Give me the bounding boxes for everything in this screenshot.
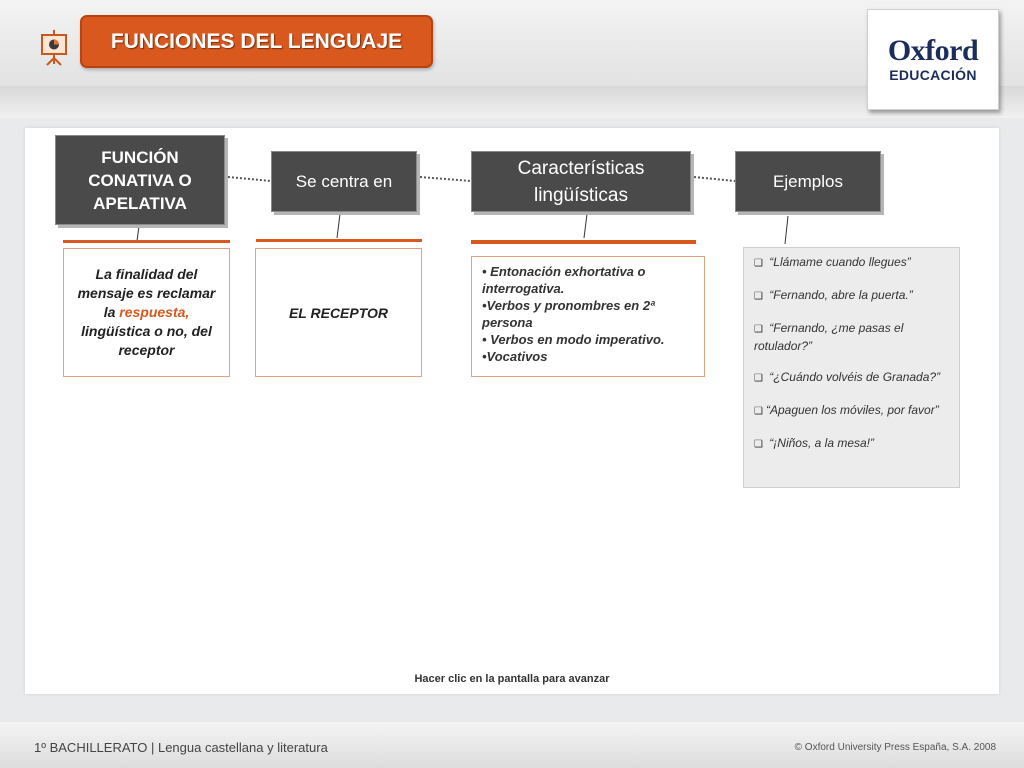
header-label: Características lingüísticas (517, 157, 645, 206)
page-title: FUNCIONES DEL LENGUAJE (110, 29, 403, 53)
checkbox-icon: ❑ (754, 406, 763, 417)
divider-line (63, 240, 230, 243)
finalidad-text: La finalidad del mensaje es reclamar la (77, 266, 216, 320)
ejemplo-item (754, 287, 949, 305)
divider-line (256, 239, 422, 242)
caracteristica-item: • Entonación exhortativa o interrogativa. (482, 264, 646, 296)
receptor-text: EL RECEPTOR (288, 304, 389, 321)
caracteristica-item: • Verbos en modo imperativo. (482, 332, 665, 347)
ejemplo-text: “Fernando, abre la puerta.” (765, 288, 913, 302)
receptor-box (255, 248, 422, 377)
ejemplo-text: “Fernando, ¿me pasas el rotulador?” (754, 321, 904, 353)
ejemplo-text: “Llámame cuando llegues” (765, 255, 911, 269)
header-funcion-conativa (55, 135, 225, 225)
caracteristicas-box (471, 256, 705, 377)
ejemplo-text: “¡Niños, a la mesa!” (765, 436, 874, 450)
checkbox-icon: ❑ (754, 258, 763, 269)
header-caracteristicas (471, 151, 691, 212)
ejemplo-text: “Apaguen los móviles, por favor” (765, 403, 939, 417)
course-label: 1º BACHILLERATO | Lengua castellana y literatura (34, 740, 328, 755)
ejemplo-item (754, 254, 949, 272)
checkbox-icon: ❑ (754, 291, 763, 302)
finalidad-box (63, 248, 230, 377)
checkbox-icon: ❑ (754, 439, 763, 450)
checkbox-icon: ❑ (754, 324, 763, 335)
ejemplos-box (743, 247, 960, 488)
ejemplo-item (754, 435, 949, 453)
advance-hint[interactable]: Hacer clic en la pantalla para avanzar (414, 673, 610, 685)
logo-oxford-text: Oxford (887, 34, 979, 67)
ejemplo-item (754, 402, 949, 420)
finalidad-text-end: lingüística o no, del receptor (81, 323, 212, 358)
ejemplo-item (754, 320, 949, 354)
header-label: FUNCIÓN CONATIVA O APELATIVA (88, 147, 192, 213)
ejemplo-item (754, 369, 949, 387)
header-ejemplos (735, 151, 881, 212)
divider-line (471, 240, 696, 244)
caracteristica-item: •Verbos y pronombres en 2ª persona (482, 298, 655, 330)
header-label: Ejemplos (773, 171, 843, 191)
copyright-text: © Oxford University Press España, S.A. 2008 (794, 742, 996, 753)
checkbox-icon: ❑ (754, 373, 763, 384)
ejemplo-text: “¿Cuándo volvéis de Granada?” (765, 370, 941, 384)
caracteristica-item: •Vocativos (482, 349, 548, 364)
finalidad-highlight: respuesta, (119, 304, 190, 320)
logo-educacion-text: EDUCACIÓN (889, 67, 977, 83)
header-label: Se centra en (295, 171, 393, 191)
header-se-centra-en (271, 151, 417, 212)
